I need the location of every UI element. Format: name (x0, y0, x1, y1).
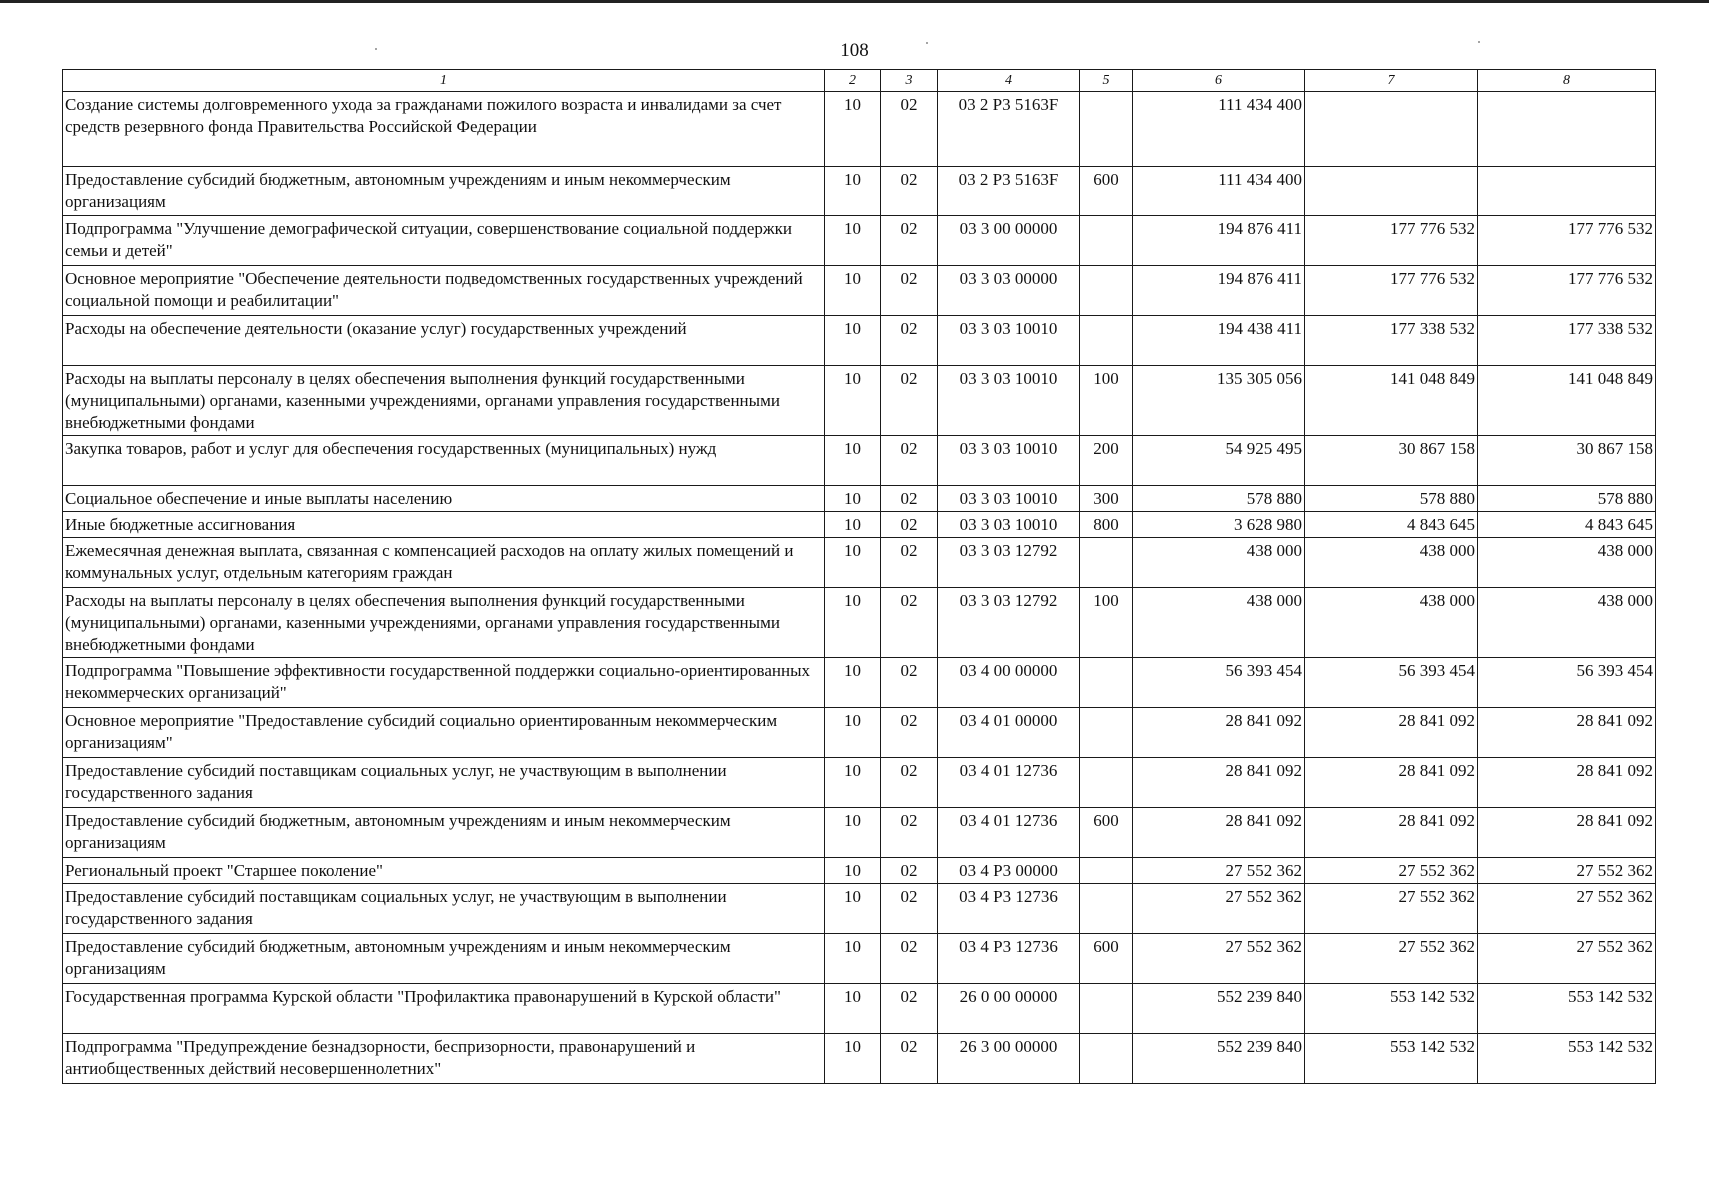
cell-expense-type (1080, 884, 1133, 934)
cell-subsection: 02 (881, 486, 938, 512)
cell-amount-col7: 438 000 (1305, 538, 1478, 588)
cell-amount-col8: 28 841 092 (1478, 808, 1656, 858)
cell-name: Предоставление субсидий бюджетным, автономным учреждениям и иным некоммерческим организациям (63, 167, 825, 216)
cell-amount-col7: 177 776 532 (1305, 216, 1478, 266)
cell-name: Региональный проект "Старшее поколение" (63, 858, 825, 884)
cell-section: 10 (825, 92, 881, 167)
cell-name: Ежемесячная денежная выплата, связанная с компенсацией расходов на оплату жилых помещений и коммунальных услуг, отдельным категориям граждан (63, 538, 825, 588)
column-header: 1 (63, 70, 825, 92)
table-row (63, 808, 1656, 858)
cell-name: Социальное обеспечение и иные выплаты населению (63, 486, 825, 512)
cell-amount-col7: 177 776 532 (1305, 266, 1478, 316)
cell-section: 10 (825, 512, 881, 538)
cell-subsection: 02 (881, 512, 938, 538)
cell-amount-col6: 28 841 092 (1133, 808, 1305, 858)
cell-target-article: 03 4 01 00000 (938, 708, 1080, 758)
cell-amount-col7 (1305, 167, 1478, 216)
cell-target-article: 03 2 Р3 5163F (938, 167, 1080, 216)
cell-name: Иные бюджетные ассигнования (63, 512, 825, 538)
cell-target-article: 03 3 03 10010 (938, 366, 1080, 436)
table-row (63, 512, 1656, 538)
column-header: 2 (825, 70, 881, 92)
column-header: 6 (1133, 70, 1305, 92)
cell-target-article: 03 3 03 10010 (938, 512, 1080, 538)
cell-amount-col8: 27 552 362 (1478, 884, 1656, 934)
cell-amount-col8: 56 393 454 (1478, 658, 1656, 708)
cell-target-article: 03 4 Р3 00000 (938, 858, 1080, 884)
cell-amount-col8: 438 000 (1478, 588, 1656, 658)
cell-name: Предоставление субсидий бюджетным, автономным учреждениям и иным некоммерческим организациям (63, 934, 825, 984)
page-top-edge (0, 0, 1709, 3)
cell-amount-col8: 30 867 158 (1478, 436, 1656, 486)
cell-section: 10 (825, 708, 881, 758)
cell-target-article: 03 2 Р3 5163F (938, 92, 1080, 167)
cell-expense-type: 600 (1080, 934, 1133, 984)
cell-amount-col7: 578 880 (1305, 486, 1478, 512)
table-row (63, 538, 1656, 588)
cell-target-article: 26 0 00 00000 (938, 984, 1080, 1034)
cell-subsection: 02 (881, 366, 938, 436)
cell-amount-col7: 30 867 158 (1305, 436, 1478, 486)
cell-target-article: 03 4 Р3 12736 (938, 884, 1080, 934)
cell-expense-type (1080, 984, 1133, 1034)
cell-amount-col8: 553 142 532 (1478, 1034, 1656, 1084)
cell-amount-col8 (1478, 92, 1656, 167)
cell-amount-col6: 552 239 840 (1133, 984, 1305, 1034)
cell-target-article: 03 4 01 12736 (938, 808, 1080, 858)
table-row (63, 658, 1656, 708)
page-number: 108 (840, 40, 869, 61)
cell-amount-col8: 27 552 362 (1478, 934, 1656, 984)
cell-amount-col6: 3 628 980 (1133, 512, 1305, 538)
table-row (63, 436, 1656, 486)
cell-name: Подпрограмма "Улучшение демографической ситуации, совершенствование социальной поддержки семьи и детей" (63, 216, 825, 266)
cell-target-article: 03 4 00 00000 (938, 658, 1080, 708)
cell-subsection: 02 (881, 758, 938, 808)
cell-amount-col7: 177 338 532 (1305, 316, 1478, 366)
cell-section: 10 (825, 538, 881, 588)
cell-target-article: 03 4 01 12736 (938, 758, 1080, 808)
cell-name: Подпрограмма "Повышение эффективности государственной поддержки социально-ориентированных некоммерческих организаций" (63, 658, 825, 708)
cell-amount-col8: 438 000 (1478, 538, 1656, 588)
cell-subsection: 02 (881, 984, 938, 1034)
cell-target-article: 26 3 00 00000 (938, 1034, 1080, 1084)
cell-target-article: 03 3 03 10010 (938, 316, 1080, 366)
cell-section: 10 (825, 808, 881, 858)
cell-amount-col7: 553 142 532 (1305, 1034, 1478, 1084)
cell-section: 10 (825, 316, 881, 366)
cell-expense-type (1080, 216, 1133, 266)
column-header: 3 (881, 70, 938, 92)
cell-amount-col6: 27 552 362 (1133, 934, 1305, 984)
cell-section: 10 (825, 486, 881, 512)
table-body (63, 92, 1656, 1084)
cell-name: Создание системы долговременного ухода за гражданами пожилого возраста и инвалидами за счет средств резервного фонда Правительства Российской Федерации (63, 92, 825, 167)
cell-name: Предоставление субсидий поставщикам социальных услуг, не участвующим в выполнении государственного задания (63, 758, 825, 808)
cell-subsection: 02 (881, 436, 938, 486)
cell-expense-type: 600 (1080, 167, 1133, 216)
cell-amount-col8 (1478, 167, 1656, 216)
cell-subsection: 02 (881, 934, 938, 984)
cell-amount-col6: 552 239 840 (1133, 1034, 1305, 1084)
cell-name: Предоставление субсидий поставщикам социальных услуг, не участвующим в выполнении государственного задания (63, 884, 825, 934)
cell-amount-col8: 177 776 532 (1478, 216, 1656, 266)
table-row (63, 884, 1656, 934)
column-header: 7 (1305, 70, 1478, 92)
cell-amount-col7: 28 841 092 (1305, 758, 1478, 808)
cell-amount-col6: 27 552 362 (1133, 884, 1305, 934)
cell-amount-col8: 27 552 362 (1478, 858, 1656, 884)
cell-section: 10 (825, 884, 881, 934)
cell-amount-col8: 28 841 092 (1478, 708, 1656, 758)
cell-expense-type: 800 (1080, 512, 1133, 538)
cell-subsection: 02 (881, 1034, 938, 1084)
table-row (63, 266, 1656, 316)
cell-subsection: 02 (881, 538, 938, 588)
cell-target-article: 03 3 03 10010 (938, 486, 1080, 512)
cell-target-article: 03 3 03 00000 (938, 266, 1080, 316)
cell-amount-col8: 4 843 645 (1478, 512, 1656, 538)
cell-section: 10 (825, 758, 881, 808)
cell-amount-col6: 28 841 092 (1133, 758, 1305, 808)
cell-expense-type: 100 (1080, 588, 1133, 658)
cell-amount-col6: 135 305 056 (1133, 366, 1305, 436)
cell-amount-col6: 27 552 362 (1133, 858, 1305, 884)
cell-section: 10 (825, 366, 881, 436)
cell-amount-col8: 578 880 (1478, 486, 1656, 512)
budget-table (62, 69, 1656, 1084)
cell-amount-col7: 438 000 (1305, 588, 1478, 658)
cell-target-article: 03 4 Р3 12736 (938, 934, 1080, 984)
table-row (63, 92, 1656, 167)
cell-amount-col8: 141 048 849 (1478, 366, 1656, 436)
cell-amount-col7: 27 552 362 (1305, 858, 1478, 884)
cell-amount-col7: 27 552 362 (1305, 934, 1478, 984)
cell-amount-col7: 4 843 645 (1305, 512, 1478, 538)
table-row (63, 588, 1656, 658)
cell-target-article: 03 3 03 10010 (938, 436, 1080, 486)
cell-subsection: 02 (881, 884, 938, 934)
cell-name: Предоставление субсидий бюджетным, автономным учреждениям и иным некоммерческим организациям (63, 808, 825, 858)
cell-section: 10 (825, 588, 881, 658)
cell-amount-col6: 438 000 (1133, 588, 1305, 658)
table-row (63, 858, 1656, 884)
table-row (63, 984, 1656, 1034)
table-row (63, 486, 1656, 512)
cell-subsection: 02 (881, 92, 938, 167)
cell-amount-col7 (1305, 92, 1478, 167)
cell-subsection: 02 (881, 216, 938, 266)
cell-expense-type: 200 (1080, 436, 1133, 486)
table-row (63, 366, 1656, 436)
cell-section: 10 (825, 436, 881, 486)
cell-section: 10 (825, 658, 881, 708)
cell-amount-col6: 28 841 092 (1133, 708, 1305, 758)
table-row (63, 1034, 1656, 1084)
cell-expense-type (1080, 1034, 1133, 1084)
cell-amount-col7: 28 841 092 (1305, 808, 1478, 858)
cell-section: 10 (825, 167, 881, 216)
cell-expense-type (1080, 92, 1133, 167)
cell-expense-type: 100 (1080, 366, 1133, 436)
cell-expense-type (1080, 316, 1133, 366)
cell-target-article: 03 3 03 12792 (938, 588, 1080, 658)
cell-amount-col6: 194 876 411 (1133, 266, 1305, 316)
cell-amount-col7: 141 048 849 (1305, 366, 1478, 436)
cell-section: 10 (825, 216, 881, 266)
column-number-row (63, 70, 1656, 92)
column-header: 8 (1478, 70, 1656, 92)
cell-expense-type (1080, 538, 1133, 588)
cell-subsection: 02 (881, 167, 938, 216)
cell-amount-col6: 578 880 (1133, 486, 1305, 512)
cell-amount-col6: 56 393 454 (1133, 658, 1305, 708)
table-row (63, 167, 1656, 216)
cell-name: Основное мероприятие "Предоставление субсидий социально ориентированным некоммерческим организациям" (63, 708, 825, 758)
cell-amount-col6: 111 434 400 (1133, 167, 1305, 216)
table-row (63, 316, 1656, 366)
cell-amount-col6: 111 434 400 (1133, 92, 1305, 167)
cell-amount-col6: 54 925 495 (1133, 436, 1305, 486)
cell-subsection: 02 (881, 858, 938, 884)
table-row (63, 758, 1656, 808)
cell-name: Закупка товаров, работ и услуг для обеспечения государственных (муниципальных) нужд (63, 436, 825, 486)
cell-name: Государственная программа Курской области "Профилактика правонарушений в Курской области" (63, 984, 825, 1034)
cell-amount-col6: 438 000 (1133, 538, 1305, 588)
cell-name: Основное мероприятие "Обеспечение деятельности подведомственных государственных учреждений социальной помощи и реабилитации" (63, 266, 825, 316)
cell-name: Расходы на обеспечение деятельности (оказание услуг) государственных учреждений (63, 316, 825, 366)
table-row (63, 216, 1656, 266)
cell-target-article: 03 3 00 00000 (938, 216, 1080, 266)
cell-amount-col8: 553 142 532 (1478, 984, 1656, 1034)
cell-section: 10 (825, 266, 881, 316)
cell-amount-col7: 56 393 454 (1305, 658, 1478, 708)
cell-subsection: 02 (881, 588, 938, 658)
column-header: 4 (938, 70, 1080, 92)
cell-expense-type: 300 (1080, 486, 1133, 512)
cell-subsection: 02 (881, 266, 938, 316)
cell-amount-col6: 194 438 411 (1133, 316, 1305, 366)
cell-amount-col6: 194 876 411 (1133, 216, 1305, 266)
cell-amount-col8: 28 841 092 (1478, 758, 1656, 808)
cell-name: Подпрограмма "Предупреждение безнадзорности, беспризорности, правонарушений и антиобщественных действий несовершеннолетних" (63, 1034, 825, 1084)
cell-amount-col8: 177 776 532 (1478, 266, 1656, 316)
cell-subsection: 02 (881, 708, 938, 758)
cell-name: Расходы на выплаты персоналу в целях обеспечения выполнения функций государственными (муниципальными) органами, казенными учреждениями, органами управления государственными внебюджетными фондами (63, 588, 825, 658)
cell-expense-type (1080, 708, 1133, 758)
table-row (63, 934, 1656, 984)
cell-expense-type (1080, 266, 1133, 316)
cell-amount-col7: 28 841 092 (1305, 708, 1478, 758)
cell-target-article: 03 3 03 12792 (938, 538, 1080, 588)
column-header: 5 (1080, 70, 1133, 92)
table-row (63, 708, 1656, 758)
cell-subsection: 02 (881, 316, 938, 366)
cell-section: 10 (825, 1034, 881, 1084)
cell-section: 10 (825, 858, 881, 884)
cell-expense-type (1080, 858, 1133, 884)
cell-amount-col7: 27 552 362 (1305, 884, 1478, 934)
cell-expense-type: 600 (1080, 808, 1133, 858)
cell-expense-type (1080, 658, 1133, 708)
cell-section: 10 (825, 934, 881, 984)
cell-name: Расходы на выплаты персоналу в целях обеспечения выполнения функций государственными (муниципальными) органами, казенными учреждениями, органами управления государственными внебюджетными фондами (63, 366, 825, 436)
cell-amount-col8: 177 338 532 (1478, 316, 1656, 366)
cell-amount-col7: 553 142 532 (1305, 984, 1478, 1034)
cell-subsection: 02 (881, 808, 938, 858)
cell-subsection: 02 (881, 658, 938, 708)
cell-section: 10 (825, 984, 881, 1034)
cell-expense-type (1080, 758, 1133, 808)
